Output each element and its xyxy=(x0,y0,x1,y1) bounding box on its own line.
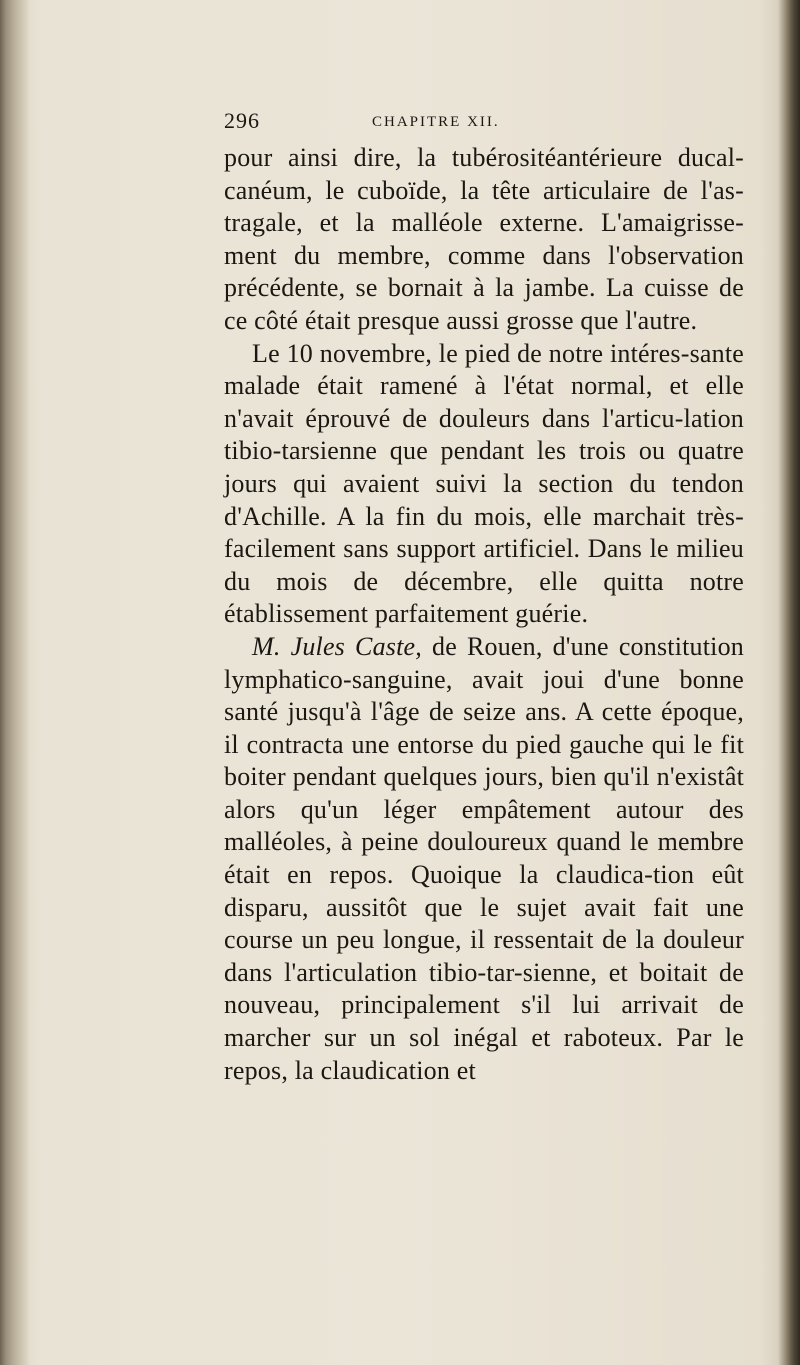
paragraph-3 xyxy=(224,631,744,1087)
running-head: CHAPITRE XII. xyxy=(372,114,500,130)
page-edge-shadow-right xyxy=(778,0,800,1365)
paragraph-1: pour ainsi dire, la tubérositéantérieure ducal-canéum, le cuboïde, la tête articulaire de l'as-tragale, et la malléole externe. L'amaigrisse-ment du membre, comme dans l'observation précédente, se bornait à la jambe. La cuisse de ce côté était presque aussi grosse que l'autre. xyxy=(224,143,744,335)
page-binding-shadow-left xyxy=(0,0,30,1365)
paragraph-2: Le 10 novembre, le pied de notre intéres-sante malade était ramené à l'état normal, et elle n'avait éprouvé de douleurs dans l'articu-lation tibio-tarsienne que pendant les trois ou quatre jours qui avaient suivi la section du tendon d'Achille. A la fin du mois, elle marchait très-facilement sans support artificiel. Dans le milieu du mois de décembre, elle quitta notre établissement parfaitement guérie. xyxy=(224,338,744,629)
patient-name: M. Jules Caste, xyxy=(252,631,422,661)
page-number: 296 xyxy=(224,108,260,133)
paragraph-3-text: de Rouen, d'une constitution lymphatico-sanguine, avait joui d'une bonne santé jusqu'à l'âge de seize ans. A cette époque, il contracta une entorse du pied gauche qui le fit boiter pendant quelques jours, bien qu'il n'existât alors qu'un léger empâtement autour des malléoles, à peine douloureux quand le membre était en repos. Quoique la claudica-tion eût disparu, aussitôt que le sujet avait fait une course un peu longue, il ressentait de la douleur dans l'articulation tibio-tar-sienne, et boitait de nouveau, principalement s'il lui arrivait de marcher sur un sol inégal et raboteux. Par le repos, la claudication et xyxy=(224,631,744,1085)
page-header xyxy=(224,108,584,138)
body-text xyxy=(224,142,744,1087)
